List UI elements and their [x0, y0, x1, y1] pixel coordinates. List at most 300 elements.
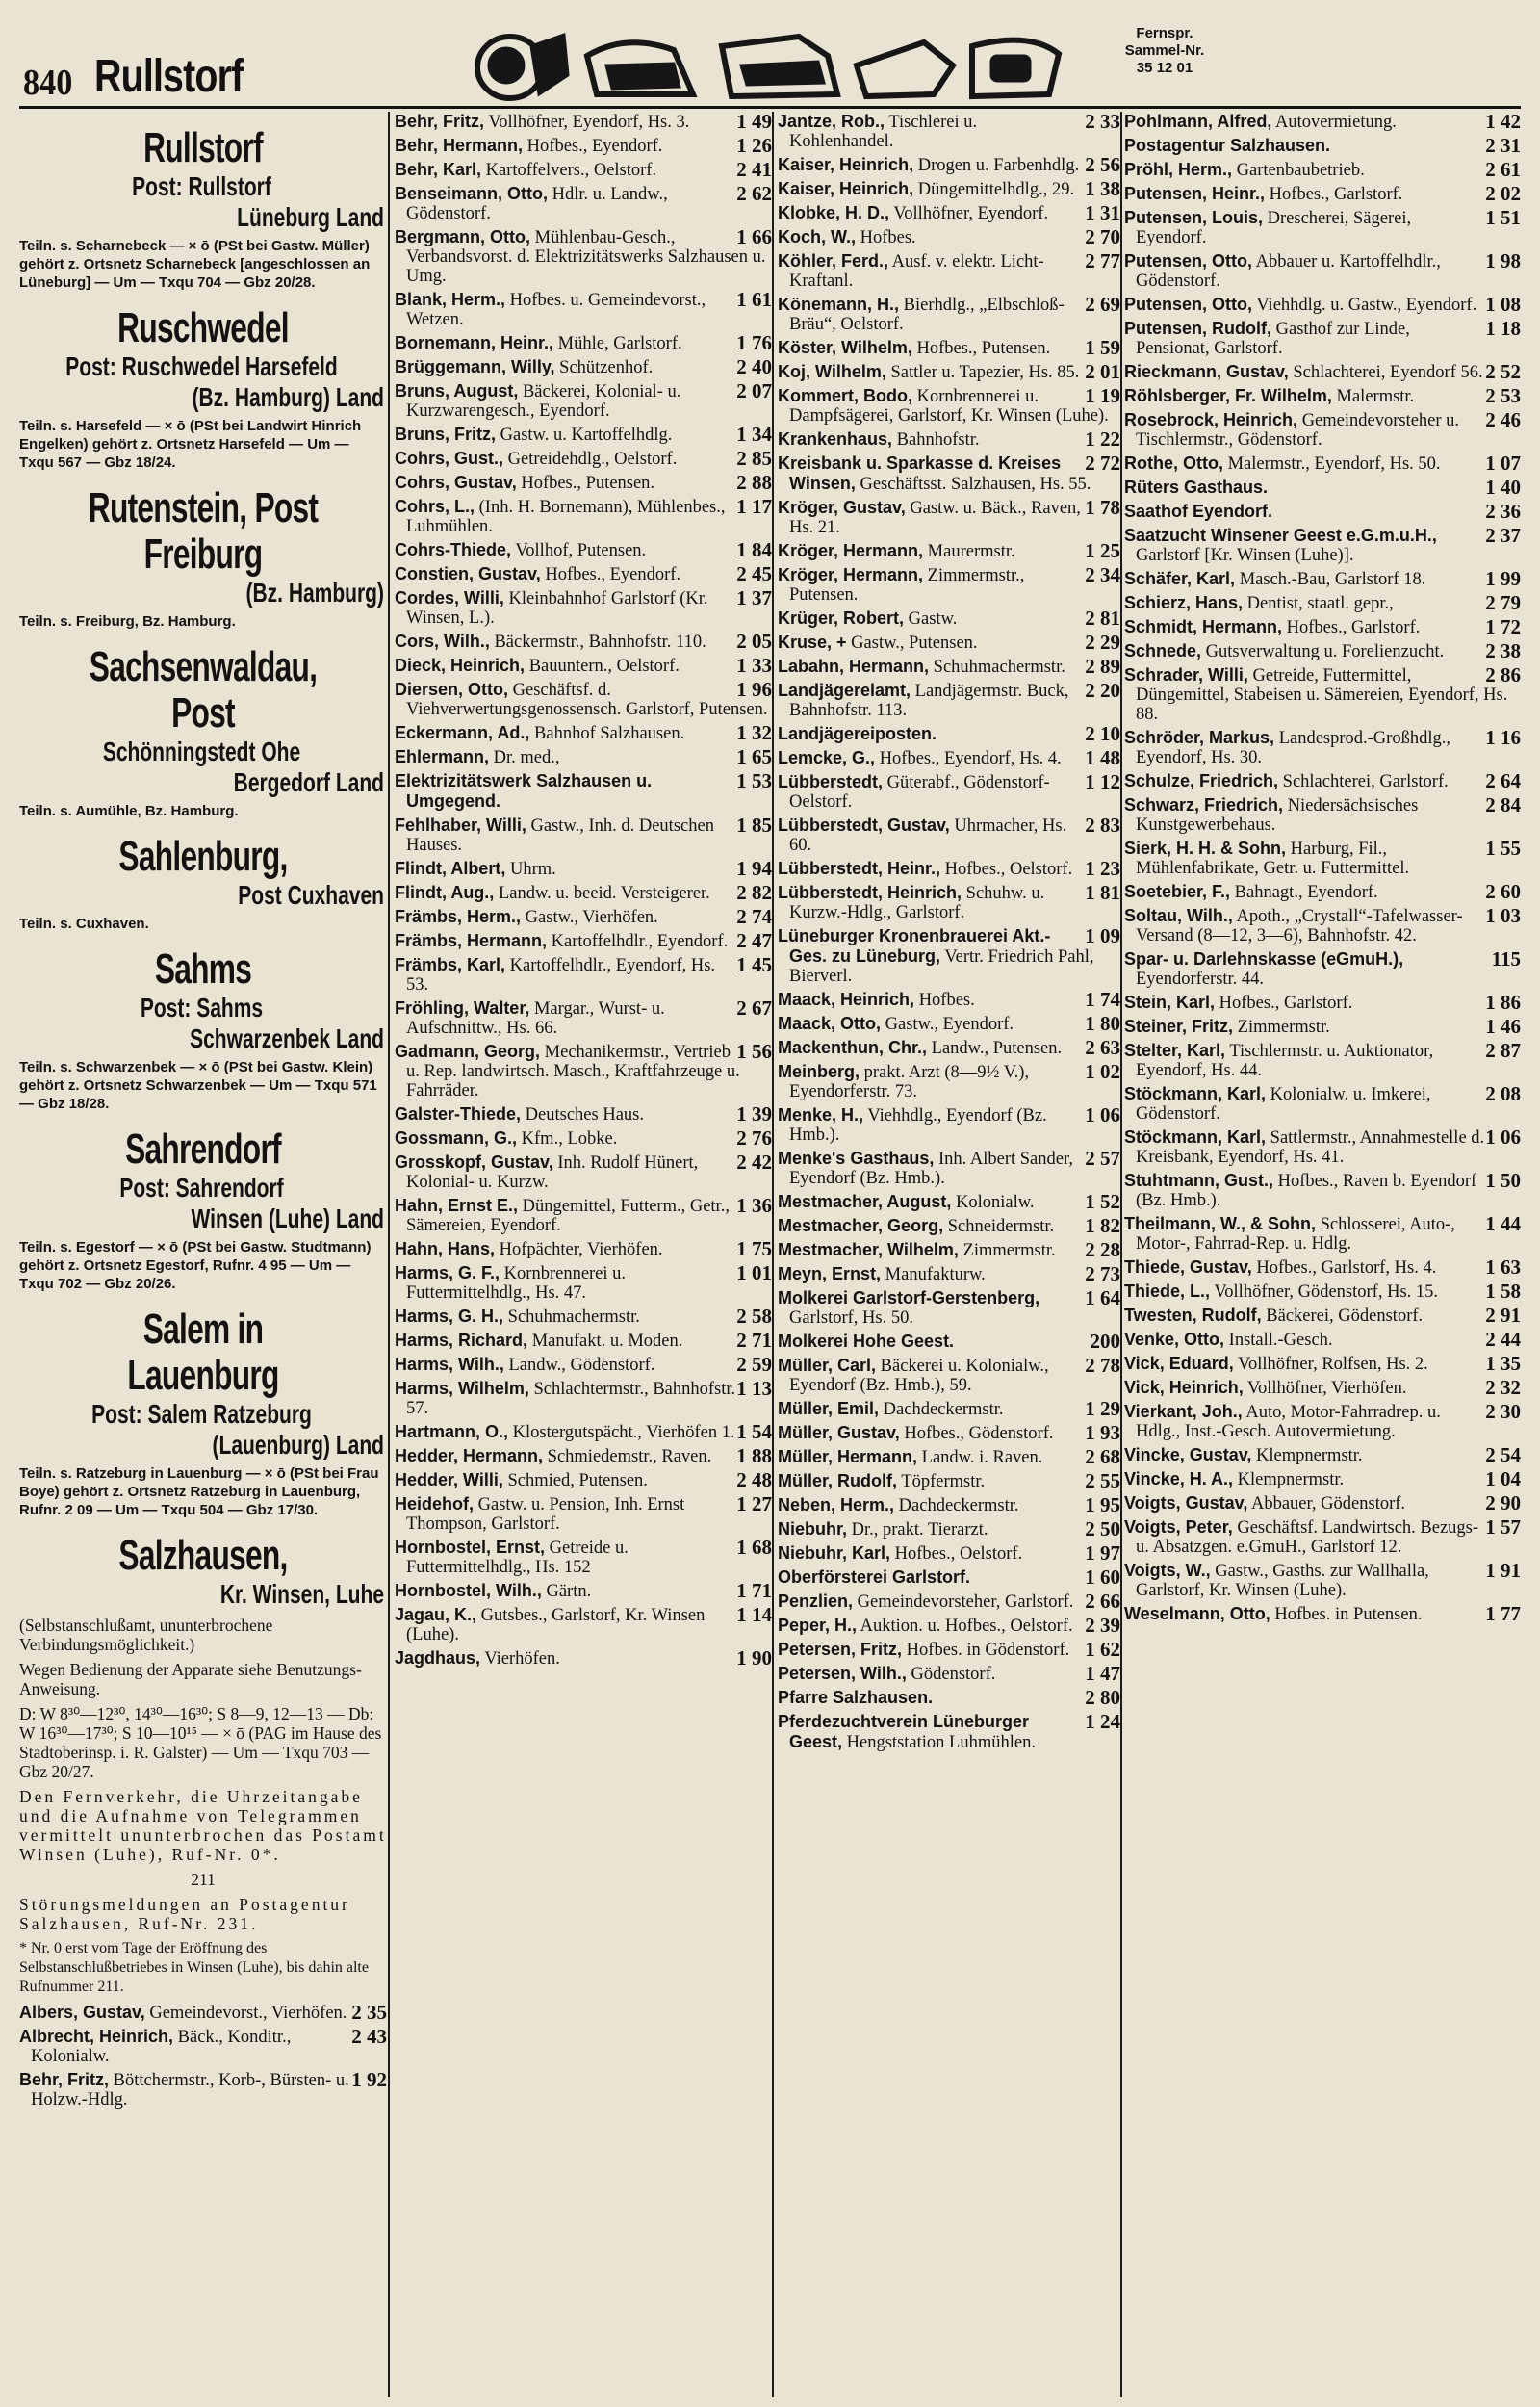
info-paragraph: Störungsmeldungen an Postagentur Salzhausen, Ruf-Nr. 231. — [19, 1895, 350, 1933]
phone-number: 1 37 — [736, 586, 772, 609]
phone-number: 2 53 — [1485, 384, 1521, 407]
entry-name: Rieckmann, Gustav, — [1124, 362, 1289, 381]
phone-number: 1 60 — [1085, 1566, 1120, 1589]
entry-description: Hofpächter, Vierhöfen. — [499, 1240, 663, 1259]
entry-description: Hofbes., Garlstorf. — [1286, 618, 1421, 637]
phone-number: 1 50 — [1485, 1169, 1521, 1192]
entry-description: Hofbes., Raven b. Eyendorf (Bz. Hmb.). — [1136, 1172, 1477, 1210]
phone-number: 2 77 — [1085, 249, 1120, 272]
directory-entry — [395, 907, 772, 927]
entry-name: Harms, Richard, — [395, 1331, 528, 1350]
directory-entry — [395, 540, 772, 560]
entry-name: Pferdezuchtverein Lüneburger Geest, — [778, 1712, 1030, 1751]
entry-description: Gastw., Inh. d. Deutschen Hauses. — [406, 816, 714, 855]
entry-name: Niebuhr, — [778, 1519, 848, 1539]
entry-description: Vierhöfen. — [484, 1649, 560, 1669]
phone-number: 1 86 — [1485, 991, 1521, 1014]
directory-entry — [1124, 251, 1521, 291]
phone-number: 2 56 — [1085, 153, 1120, 176]
entry-name: Flindt, Aug., — [395, 883, 495, 902]
entry-description: Gärtn. — [546, 1582, 592, 1601]
phone-number: 1 06 — [1085, 1103, 1120, 1126]
directory-entry — [395, 1470, 772, 1490]
entry-name: Schnede, — [1124, 641, 1202, 660]
phone-number: 2 07 — [736, 379, 772, 402]
entry-description: Bäckerei u. Kolonialw., Eyendorf (Bz. Hmb.), 59. — [789, 1357, 1049, 1395]
directory-entry — [395, 136, 772, 156]
phone-number: 2 39 — [1085, 1614, 1120, 1637]
phone-number: 2 20 — [1085, 679, 1120, 702]
directory-entry — [778, 1216, 1120, 1236]
directory-entry — [778, 453, 1120, 494]
directory-entry — [778, 565, 1120, 605]
directory-entry — [395, 1446, 772, 1466]
entry-description: Dachdeckermstr. — [898, 1496, 1019, 1515]
entry-name: Maack, Otto, — [778, 1014, 882, 1033]
phone-number: 2 63 — [1085, 1036, 1120, 1059]
entry-description: Landw., Gödenstorf. — [508, 1356, 655, 1375]
entry-description: Schlachtermstr., Bahnhofstr. 57. — [406, 1380, 736, 1418]
entry-name: Hedder, Hermann, — [395, 1446, 544, 1465]
entry-name: Kröger, Hermann, — [778, 565, 924, 584]
phone-number: 2 81 — [1085, 607, 1120, 630]
phone-number: 2 40 — [736, 355, 772, 378]
entry-name: Menke's Gasthaus, — [778, 1149, 935, 1168]
directory-entry — [1124, 208, 1521, 247]
directory-entry — [778, 1616, 1120, 1636]
place-name: Salem in Lauenburg — [127, 1306, 279, 1399]
phone-number: 1 12 — [1085, 770, 1120, 793]
entry-name: Cohrs, L., — [395, 497, 475, 516]
entry-description: prakt. Arzt (8—9½ V.), Eyendorferstr. 73. — [789, 1063, 1030, 1101]
directory-entry — [1124, 1127, 1521, 1167]
phone-number: 2 57 — [1085, 1147, 1120, 1170]
place-block — [19, 1533, 387, 1610]
directory-entry — [778, 1447, 1120, 1467]
phone-number: 2 89 — [1085, 655, 1120, 678]
entry-description: Mechanikermstr., Vertrieb u. Rep. landwirtsch. Masch., Kraftfahrzeuge u. Fahrräder. — [406, 1043, 740, 1100]
phone-number: 2 69 — [1085, 293, 1120, 316]
phone-number: 1 48 — [1085, 746, 1120, 769]
directory-entry — [1124, 1257, 1521, 1278]
place-block — [19, 125, 387, 292]
directory-entry — [1124, 1330, 1521, 1350]
post-line: (Lauenburg) Land — [212, 1430, 384, 1460]
directory-entry — [778, 1062, 1120, 1101]
phone-number: 1 64 — [1085, 1286, 1120, 1309]
phone-number: 2 79 — [1485, 591, 1521, 614]
phone-number: 1 58 — [1485, 1280, 1521, 1303]
entry-description: Bierhdlg., „Elbschloß-Bräu“, Oelstorf. — [789, 296, 1065, 334]
phone-number: 2 35 — [351, 2001, 387, 2024]
directory-entry — [778, 1014, 1120, 1034]
column-3 — [778, 112, 1120, 2397]
phone-number: 1 44 — [1485, 1212, 1521, 1235]
place-info: Teiln. s. Egestorf — × ō (PSt bei Gastw. Studtmann) gehört z. Ortsnetz Egestorf, Rufnr. 4 95 — Um — Txqu 702 — Gbz 20/26. — [19, 1239, 372, 1292]
phone-number: 1 42 — [1485, 112, 1521, 133]
directory-entry — [395, 656, 772, 676]
phone-label-1: Fernspr. — [1136, 25, 1194, 41]
phone-number: 1 97 — [1085, 1541, 1120, 1565]
phone-number: 1 01 — [736, 1261, 772, 1284]
directory-entry — [778, 362, 1120, 382]
directory-entry — [778, 1423, 1120, 1443]
entry-name: Pohlmann, Alfred, — [1124, 112, 1272, 131]
phone-number: 115 — [1491, 947, 1521, 971]
directory-entry — [1124, 1604, 1521, 1624]
directory-entry — [395, 723, 772, 743]
entry-name: Menke, H., — [778, 1105, 864, 1125]
entry-description: Schmiedemstr., Raven. — [547, 1447, 712, 1466]
place-name: Salzhausen, — [118, 1532, 288, 1579]
entry-description: Eyendorferstr. 44. — [1136, 970, 1265, 989]
entry-description: Viehhdlg., Eyendorf (Bz. Hmb.). — [789, 1106, 1047, 1145]
place-name: Sahlenburg, — [118, 833, 288, 880]
entry-name: Rüters Gasthaus. — [1124, 478, 1269, 497]
phone-number: 2 85 — [736, 447, 772, 470]
phone-number: 1 80 — [1085, 1012, 1120, 1035]
entry-name: Jantze, Rob., — [778, 112, 886, 131]
entry-description: Geschäftsf. Landwirtsch. Bezugs- u. Absatzgen. e.GmuH., Garlstorf 12. — [1136, 1518, 1479, 1557]
directory-entry — [395, 815, 772, 855]
directory-entry — [778, 498, 1120, 537]
directory-entry — [1124, 906, 1521, 945]
directory-entry — [1124, 617, 1521, 637]
phone-number: 1 51 — [1485, 206, 1521, 229]
directory-entry — [395, 1355, 772, 1375]
entry-description: Hofbes. — [918, 991, 975, 1010]
phone-number: 1 85 — [736, 814, 772, 837]
entry-name: Meyn, Ernst, — [778, 1264, 882, 1283]
entry-description: Kolonialw. — [956, 1193, 1035, 1212]
phone-number: 1 16 — [1485, 726, 1521, 749]
directory-entry — [395, 1648, 772, 1669]
directory-entry — [1124, 728, 1521, 767]
phone-number: 2 45 — [736, 562, 772, 585]
phone-number: 1 34 — [736, 423, 772, 446]
phone-number: 1 56 — [736, 1040, 772, 1063]
entry-description: Gastw. — [908, 609, 958, 629]
phone-number: 1 94 — [736, 857, 772, 880]
directory-entry — [395, 449, 772, 469]
directory-entry — [1124, 641, 1521, 661]
directory-entry — [1124, 160, 1521, 180]
place-info: Teiln. s. Scharnebeck — × ō (PSt bei Gastw. Müller) gehört z. Ortsnetz Scharnebeck [angeschlossen an Lüneburg] — Um — Txqu 704 — Gbz 20/28. — [19, 238, 371, 291]
entry-description: Gutsbes., Garlstorf, Kr. Winsen (Luhe). — [406, 1606, 706, 1644]
directory-entry — [19, 2027, 387, 2066]
column-1 — [19, 112, 387, 2397]
directory-entry — [778, 1664, 1120, 1684]
phone-number: 2 87 — [1485, 1039, 1521, 1062]
entry-description: Kartoffelvers., Oelstorf. — [485, 161, 657, 180]
directory-entry — [395, 1379, 772, 1418]
entry-description: Klostergutspächt., Vierhöfen 1. — [512, 1423, 735, 1442]
entry-description: Kartoffelhdlr., Eyendorf. — [551, 932, 729, 951]
directory-entry — [395, 1196, 772, 1235]
phone-number: 1 18 — [1485, 317, 1521, 340]
place-block — [19, 834, 387, 933]
directory-entry — [778, 203, 1120, 223]
entry-name: Saathof Eyendorf. — [1124, 502, 1273, 521]
directory-entry — [1124, 1214, 1521, 1254]
phone-number: 1 32 — [736, 721, 772, 744]
phone-number: 2 52 — [1485, 360, 1521, 383]
entry-description: Mühlenbau-Gesch., Verbandsvorst. d. Elektrizitätswerks Salzhausen u. Umg. — [406, 228, 766, 286]
phone-number: 1 82 — [1085, 1214, 1120, 1237]
directory-entry — [778, 772, 1120, 812]
entry-name: Putensen, Louis, — [1124, 208, 1264, 227]
entry-name: Främbs, Hermann, — [395, 931, 548, 950]
entry-name: Putensen, Heinr., — [1124, 184, 1266, 203]
place-name: Rutenstein, Post Freiburg — [88, 484, 319, 578]
phone-number: 2 41 — [736, 158, 772, 181]
entry-description: Zimmermstr. — [1237, 1018, 1330, 1037]
entry-description: Mühle, Garlstorf. — [557, 334, 682, 353]
directory-entry — [778, 608, 1120, 629]
entry-name: Theilmann, W., & Sohn, — [1124, 1214, 1317, 1233]
directory-entry — [395, 1152, 772, 1192]
entry-description: (Inh. H. Bornemann), Mühlenbes., Luhmühlen. — [406, 498, 726, 536]
info-paragraph: D: W 8³⁰—12³⁰, 14³⁰—16³⁰; S 8—9, 12—13 — Db: W 16³⁰—17³⁰; S 10—10¹⁵ — × ō (PAG im Hause des Stadtoberinsp. i. R. Galster) — Um — Txqu 703 — Gbz 20/27. — [19, 1704, 382, 1781]
directory-entry — [1124, 1561, 1521, 1600]
phone-number: 2 82 — [736, 881, 772, 904]
phone-number: 2 59 — [736, 1353, 772, 1376]
phone-number: 1 09 — [1085, 924, 1120, 947]
directory-entry — [1124, 1281, 1521, 1302]
entry-description: Uhrm. — [509, 860, 556, 879]
entry-name: Venke, Otto, — [1124, 1330, 1225, 1349]
place-info: Teiln. s. Cuxhaven. — [19, 916, 149, 932]
entry-description: Dentist, staatl. gepr., — [1246, 594, 1394, 613]
entry-name: Kruse, + — [778, 633, 847, 652]
entry-name: Bruns, August, — [395, 381, 519, 401]
phone-number: 1 03 — [1485, 904, 1521, 927]
column-divider — [388, 112, 390, 2397]
directory-entry — [395, 883, 772, 903]
entry-name: Bergmann, Otto, — [395, 227, 531, 246]
directory-entry — [1124, 295, 1521, 315]
phone-number: 1 92 — [351, 2068, 387, 2091]
entry-name: Müller, Emil, — [778, 1399, 880, 1418]
directory-entry — [395, 473, 772, 493]
entry-description: Malermstr. — [1336, 387, 1415, 406]
directory-entry — [395, 333, 772, 353]
place-block — [19, 644, 387, 820]
entry-description: Gartenbaubetrieb. — [1236, 161, 1365, 180]
entry-name: Lübberstedt, Gustav, — [778, 815, 950, 835]
entry-description: Hofbes., Gödenstorf. — [904, 1424, 1054, 1443]
entry-description: Schneidermstr. — [947, 1217, 1055, 1236]
directory-entry — [1124, 502, 1521, 522]
entry-description: Gemeindevorst., Vierhöfen. — [149, 2004, 347, 2023]
entry-description: Maurermstr. — [927, 542, 1015, 561]
entry-name: Benseimann, Otto, — [395, 184, 549, 203]
phone-number: 1 55 — [1485, 837, 1521, 860]
entry-description: Vollhöfner, Eyendorf, Hs. 3. — [488, 113, 690, 132]
phone-number: 1 47 — [1085, 1662, 1120, 1685]
entry-name: Saatzucht Winsener Geest e.G.m.u.H., — [1124, 526, 1437, 545]
entry-name: Kommert, Bodo, — [778, 386, 913, 405]
phone-number: 2 33 — [1085, 112, 1120, 133]
directory-entry — [395, 1331, 772, 1351]
entry-name: Schröder, Markus, — [1124, 728, 1275, 747]
phone-number: 2 44 — [1485, 1328, 1521, 1351]
phone-number: 1 90 — [736, 1646, 772, 1669]
entry-description: Klempnermstr. — [1256, 1446, 1363, 1465]
entry-description: Gemeindevorsteher, Garlstorf. — [857, 1592, 1074, 1612]
directory-entry — [395, 771, 772, 812]
directory-entry — [395, 112, 772, 132]
phone-number: 2 29 — [1085, 631, 1120, 654]
entry-description: Ausf. v. elektr. Licht-Kraftanl. — [789, 252, 1044, 291]
entry-description: Margar., Wurst- u. Aufschnittw., Hs. 66. — [406, 999, 665, 1038]
directory-entry — [1124, 1445, 1521, 1465]
directory-entry — [1124, 362, 1521, 382]
entry-description: Drescherei, Sägerei, Eyendorf. — [1136, 209, 1412, 247]
entry-description: Schmied, Putensen. — [507, 1471, 648, 1490]
directory-entry — [778, 1543, 1120, 1564]
directory-entry — [395, 1494, 772, 1534]
entry-description: Kornbrennerei u. Dampfsägerei, Garlstorf, Kr. Winsen (Luhe). — [789, 387, 1109, 426]
phone-number: 2 08 — [1485, 1082, 1521, 1105]
entry-description: Vollhof, Putensen. — [515, 541, 647, 560]
directory-entry — [778, 429, 1120, 450]
directory-entry — [778, 1519, 1120, 1540]
entry-description: Garlstorf, Hs. 50. — [789, 1308, 913, 1328]
phone-number: 1 91 — [1485, 1559, 1521, 1582]
phone-number: 1 07 — [1485, 452, 1521, 475]
entry-description: Getreidehdlg., Oelstorf. — [507, 450, 678, 469]
post-line: Winsen (Luhe) Land — [191, 1204, 384, 1233]
entry-name: Hornbostel, Ernst, — [395, 1538, 546, 1557]
place-info: Teiln. s. Aumühle, Bz. Hamburg. — [19, 803, 239, 819]
place-block — [19, 1307, 387, 1519]
entry-description: Gastw., Gasths. zur Wallhalla, Garlstorf, Kr. Winsen (Luhe). — [1136, 1562, 1429, 1600]
phone-number: 1 99 — [1485, 567, 1521, 590]
directory-entry — [1124, 882, 1521, 902]
phone-number: 2 83 — [1085, 814, 1120, 837]
directory-entry — [778, 1240, 1120, 1260]
phone-number: 1 88 — [736, 1444, 772, 1467]
entry-description: Bahnagt., Eyendorf. — [1234, 883, 1378, 902]
directory-entry — [778, 1038, 1120, 1058]
directory-entry — [395, 1128, 772, 1149]
directory-entry — [778, 657, 1120, 677]
directory-entry — [395, 955, 772, 995]
directory-entry — [395, 381, 772, 421]
directory-entry — [778, 724, 1120, 744]
directory-entry — [1124, 839, 1521, 878]
phone-number: 2 67 — [736, 996, 772, 1020]
entry-name: Kröger, Gustav, — [778, 498, 906, 517]
phone-number: 2 48 — [736, 1468, 772, 1491]
entry-description: Landjägermstr. Buck, Bahnhofstr. 113. — [789, 682, 1069, 720]
directory-entry — [778, 155, 1120, 175]
phone-number: 2 38 — [1485, 639, 1521, 662]
directory-entry — [778, 1288, 1120, 1328]
phone-number: 2 02 — [1485, 182, 1521, 205]
entry-name: Stuhtmann, Gust., — [1124, 1171, 1273, 1190]
entry-name: Kröger, Hermann, — [778, 541, 924, 560]
directory-entry — [395, 680, 772, 719]
entry-description: Kartoffelhdlr., Eyendorf, Hs. 53. — [406, 956, 716, 995]
entry-name: Jagdhaus, — [395, 1648, 481, 1668]
directory-entry — [395, 1307, 772, 1327]
phone-number: 1 78 — [1085, 496, 1120, 519]
phone-number: 2 32 — [1485, 1376, 1521, 1399]
phone-number: 1 53 — [736, 769, 772, 792]
phone-number: 1 14 — [736, 1603, 772, 1626]
phone-number: 1 27 — [736, 1492, 772, 1515]
entry-description: Manufakt. u. Moden. — [531, 1332, 683, 1351]
entry-description: Hofbes. in Gödenstorf. — [906, 1641, 1070, 1660]
phone-number: 2 55 — [1085, 1469, 1120, 1492]
entry-name: Stöckmann, Karl, — [1124, 1084, 1267, 1103]
phone-number: 1 35 — [1485, 1352, 1521, 1375]
phone-number: 2 90 — [1485, 1491, 1521, 1514]
phone-number: 1 98 — [1485, 249, 1521, 272]
place-name: Rullstorf — [143, 124, 263, 171]
entry-description: Bahnhofstr. — [896, 430, 980, 450]
entry-name: Constien, Gustav, — [395, 564, 541, 583]
entry-name: Behr, Fritz, — [19, 2070, 110, 2089]
entry-name: Lübberstedt, Heinrich, — [778, 883, 962, 902]
place-info: Teiln. s. Harsefeld — × ō (PSt bei Landwirt Hinrich Engelken) gehört z. Ortsnetz Harsefeld — Um — Txqu 567 — Gbz 18/24. — [19, 418, 362, 471]
directory-entry — [778, 227, 1120, 247]
entry-description: Klempnermstr. — [1237, 1470, 1345, 1489]
entry-description: Hdlr. u. Landw., Gödenstorf. — [406, 185, 668, 223]
directory-entry — [395, 859, 772, 879]
directory-entry — [778, 1356, 1120, 1395]
directory-entry — [778, 1149, 1120, 1188]
entry-name: Diersen, Otto, — [395, 680, 509, 699]
entry-description: Malermstr., Eyendorf, Hs. 50. — [1227, 454, 1441, 474]
entry-name: Schäfer, Karl, — [1124, 569, 1236, 588]
phone-number: 1 77 — [1485, 1602, 1521, 1625]
directory-entry — [1124, 1041, 1521, 1080]
entry-name: Dieck, Heinrich, — [395, 656, 526, 675]
entry-description: Hofbes. in Putensen. — [1274, 1605, 1423, 1624]
place-block — [19, 1126, 387, 1293]
entry-name: Cohrs, Gust., — [395, 449, 504, 468]
directory-entry — [778, 1192, 1120, 1212]
entry-name: Kaiser, Heinrich, — [778, 179, 914, 198]
phone-number: 2 80 — [1085, 1686, 1120, 1709]
entry-description: Viehhdlg. u. Gastw., Eyendorf. — [1256, 296, 1477, 315]
entry-name: Grosskopf, Gustav, — [395, 1152, 553, 1172]
directory-entry — [1124, 569, 1521, 589]
phone-number: 1 04 — [1485, 1467, 1521, 1490]
place-info: Teiln. s. Freiburg, Bz. Hamburg. — [19, 613, 236, 630]
entry-description: Hofbes., Garlstorf, Hs. 4. — [1256, 1258, 1437, 1278]
entry-name: Müller, Carl, — [778, 1356, 877, 1375]
entry-description: Gastw. u. Kartoffelhdlg. — [500, 426, 673, 445]
directory-entry — [19, 2070, 387, 2109]
entry-description: Gasthof zur Linde, Pensionat, Garlstorf. — [1136, 320, 1410, 358]
place-name: Sachsenwaldau, Post — [89, 643, 318, 737]
entry-description: Autovermietung. — [1274, 113, 1397, 132]
column-4 — [1124, 112, 1521, 2397]
entry-name: Voigts, Gustav, — [1124, 1493, 1248, 1513]
entry-name: Oberförsterei Garlstorf. — [778, 1567, 971, 1587]
place-name: Sahrendorf — [125, 1126, 281, 1173]
entry-name: Petersen, Fritz, — [778, 1640, 903, 1659]
phone-number: 1 06 — [1485, 1126, 1521, 1149]
entry-name: Voigts, W., — [1124, 1561, 1211, 1580]
directory-entry — [778, 859, 1120, 879]
phone-number: 2 62 — [736, 182, 772, 205]
column-divider — [1120, 112, 1122, 2397]
